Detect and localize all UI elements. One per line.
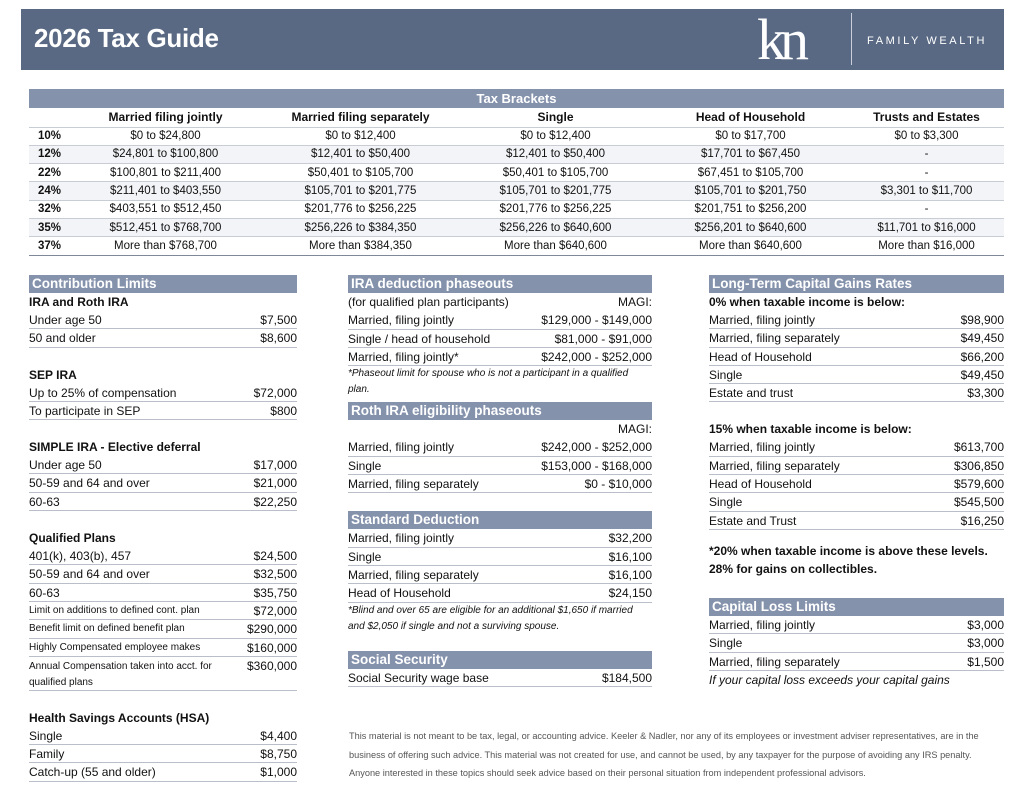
row-value: $4,400 (260, 728, 297, 743)
value-row (29, 474, 297, 492)
value-row (29, 456, 297, 474)
bracket-row (29, 218, 1004, 236)
row-label: Under age 50 (29, 458, 102, 473)
row-label: 60-63 (29, 585, 60, 600)
row-label: Up to 25% of compensation (29, 385, 177, 400)
row-label: Single (709, 636, 743, 651)
row-value: $613,700 (953, 440, 1004, 455)
bracket-row (29, 164, 1004, 182)
row-label: Married, filing separately (709, 654, 840, 669)
row-label: Single (348, 549, 382, 564)
row-label: 50-59 and 64 and over (29, 476, 150, 491)
row-label: To participate in SEP (29, 403, 141, 418)
ira-phaseouts-subtitle: (for qualified plan participants) (348, 295, 509, 309)
row-value: $800 (270, 403, 297, 418)
row-value: $3,300 (967, 386, 1004, 401)
bracket-cell: - (849, 200, 1004, 218)
row-value: $153,000 - $168,000 (541, 458, 652, 473)
row-label: Married, filing separately (709, 331, 840, 346)
row-value: $3,000 (967, 617, 1004, 632)
kn-logo: kn (757, 7, 803, 72)
value-row (29, 639, 297, 657)
ltcg-title: Long-Term Capital Gains Rates (709, 275, 1004, 293)
row-value: $16,100 (608, 567, 652, 582)
bracket-cell: $403,551 to $512,450 (69, 200, 262, 218)
column-header: Single (537, 110, 574, 125)
bracket-rate: 32% (29, 200, 69, 218)
row-label: 50 and older (29, 331, 96, 346)
row-label: Single (709, 367, 743, 382)
bracket-cell: More than $640,600 (459, 237, 652, 255)
row-label: Estate and trust (709, 386, 794, 401)
value-row (709, 348, 1004, 366)
value-row (709, 475, 1004, 493)
bracket-row (29, 127, 1004, 145)
row-label: 401(k), 403(b), 457 (29, 549, 132, 564)
roth-phaseouts-title: Roth IRA eligibility phaseouts (348, 402, 652, 420)
value-row (709, 384, 1004, 402)
row-value: $49,450 (960, 367, 1004, 382)
row-value: $49,450 (960, 331, 1004, 346)
row-value: $24,150 (608, 586, 652, 601)
value-row (348, 475, 652, 493)
row-value: $98,900 (960, 313, 1004, 327)
value-row (709, 329, 1004, 347)
bracket-rate: 24% (29, 182, 69, 200)
value-row (29, 402, 297, 420)
value-row (348, 548, 652, 566)
bracket-cell: $256,226 to $384,350 (262, 218, 459, 236)
disclaimer: This material is not meant to be tax, legal, or accounting advice. Keeler & Nadler, nor any of its employees or investment adviser representatives, are in the business of offering such advice. This material was not created for use, and cannot be used, by any taxpayer for the purpose of avoiding any IRS penalty. Anyone interested in these topics should seek advice based on their personal situation from independent professional advisors. (349, 731, 979, 778)
value-row (29, 329, 297, 347)
row-value: $129,000 - $149,000 (541, 313, 652, 328)
row-value: $8,600 (260, 331, 297, 346)
row-value: $16,100 (608, 549, 652, 564)
bracket-cell: - (849, 164, 1004, 182)
row-label: Family (29, 747, 65, 762)
value-row (29, 763, 297, 781)
row-label: Annual Compensation taken into acct. for qualified plans (29, 660, 212, 688)
bracket-row (29, 145, 1004, 163)
row-value: $22,250 (253, 494, 297, 509)
contribution-limits-title: Contribution Limits (29, 275, 297, 293)
value-row (348, 311, 652, 329)
value-row (709, 366, 1004, 384)
subsection-title: 15% when taxable income is below: (709, 422, 912, 437)
row-value: $1,000 (260, 765, 297, 780)
bracket-cell: $211,401 to $403,550 (69, 182, 262, 200)
row-label: Married, filing separately (709, 458, 840, 473)
subsection-title: Qualified Plans (29, 531, 116, 546)
bracket-rate: 35% (29, 218, 69, 236)
bracket-cell: $12,401 to $50,400 (262, 145, 459, 163)
logo-tagline: FAMILY WEALTH (867, 35, 987, 47)
row-value: $16,250 (960, 513, 1004, 528)
value-row (709, 616, 1004, 634)
row-label: Social Security wage base (348, 670, 489, 685)
value-row (709, 457, 1004, 475)
bracket-cell: $0 to $17,700 (652, 127, 849, 145)
bracket-cell: More than $16,000 (849, 237, 1004, 255)
social-security-title: Social Security (348, 651, 652, 669)
row-label: Married, filing separately (348, 477, 479, 492)
bracket-cell: $512,451 to $768,700 (69, 218, 262, 236)
column-header: Trusts and Estates (873, 110, 980, 125)
bracket-cell: $17,701 to $67,450 (652, 145, 849, 163)
value-row (29, 493, 297, 511)
row-value: $81,000 - $91,000 (554, 331, 652, 346)
bracket-cell: More than $768,700 (69, 237, 262, 255)
subsection-title: SIMPLE IRA - Elective deferral (29, 440, 201, 455)
magi-label: MAGI: (617, 422, 652, 437)
row-label: Under age 50 (29, 313, 102, 327)
value-row (709, 311, 1004, 329)
bracket-cell: $0 to $12,400 (459, 127, 652, 145)
value-row (709, 438, 1004, 456)
row-label: Estate and Trust (709, 513, 797, 528)
value-row (709, 493, 1004, 511)
value-row (29, 745, 297, 763)
row-value: $17,000 (253, 458, 297, 473)
row-label: Married, filing jointly* (348, 349, 459, 364)
row-label: Married, filing jointly (709, 617, 816, 632)
bracket-cell: $105,701 to $201,750 (652, 182, 849, 200)
value-row (348, 348, 652, 366)
value-row (348, 584, 652, 602)
row-value: $7,500 (260, 313, 297, 327)
row-value: $360,000 (246, 658, 297, 673)
column-header: Head of Household (695, 110, 806, 125)
value-row (29, 584, 297, 602)
bracket-cell: $24,801 to $100,800 (69, 145, 262, 163)
value-row (29, 620, 297, 638)
value-row (29, 565, 297, 583)
bracket-cell: - (849, 145, 1004, 163)
value-row (348, 438, 652, 456)
bracket-cell: $201,776 to $256,225 (459, 200, 652, 218)
subsection-title: SEP IRA (29, 367, 77, 382)
column-header: Married filing separately (291, 110, 430, 125)
bracket-cell: $201,776 to $256,225 (262, 200, 459, 218)
middle-column (348, 275, 652, 687)
roth-magi-row (348, 420, 652, 438)
right-column (709, 275, 1004, 689)
ira-phaseouts-title: IRA deduction phaseouts (348, 275, 652, 293)
row-value: $545,500 (953, 495, 1004, 510)
row-value: $1,500 (967, 654, 1004, 669)
bracket-cell: $0 to $24,800 (69, 127, 262, 145)
row-value: $24,500 (253, 549, 297, 564)
bracket-cell: $105,701 to $201,775 (262, 182, 459, 200)
bracket-cell: More than $640,600 (652, 237, 849, 255)
row-value: $3,000 (967, 636, 1004, 651)
value-row (29, 727, 297, 745)
bracket-cell: $50,401 to $105,700 (459, 164, 652, 182)
annual-compensation-row (29, 657, 297, 691)
bracket-rate: 10% (29, 127, 69, 145)
column-header: Married filing jointly (108, 110, 223, 125)
bracket-rate: 12% (29, 145, 69, 163)
value-row (348, 529, 652, 547)
row-label: Head of Household (709, 349, 812, 364)
row-value: $0 - $10,000 (584, 477, 652, 492)
bracket-cell: $67,451 to $105,700 (652, 164, 849, 182)
subsection-title: IRA and Roth IRA (29, 295, 129, 309)
value-row (348, 330, 652, 348)
row-value: $579,600 (953, 477, 1004, 492)
bracket-row (29, 237, 1004, 255)
row-label: Married, filing jointly (348, 440, 455, 455)
value-row (348, 457, 652, 475)
subsection-title: Health Savings Accounts (HSA) (29, 710, 210, 725)
bracket-cell: $50,401 to $105,700 (262, 164, 459, 182)
bracket-cell: $201,751 to $256,200 (652, 200, 849, 218)
row-value: $290,000 (246, 622, 297, 637)
subsection-title: 0% when taxable income is below: (709, 295, 906, 309)
row-value: $242,000 - $252,000 (541, 349, 652, 364)
page-title: 2026 Tax Guide (34, 23, 219, 53)
row-label: Single / head of household (348, 331, 491, 346)
row-value: $35,750 (253, 585, 297, 600)
bracket-cell: $0 to $3,300 (849, 127, 1004, 145)
value-row (348, 566, 652, 584)
bracket-rate: 37% (29, 237, 69, 255)
bracket-row (29, 200, 1004, 218)
magi-label: MAGI: (617, 295, 652, 309)
row-label: Married, filing jointly (709, 440, 816, 455)
capital-loss-note: If your capital loss exceeds your capital gains (709, 672, 950, 687)
row-value: $184,500 (601, 670, 652, 685)
bracket-rate: 22% (29, 164, 69, 182)
row-label: Married, filing jointly (348, 313, 455, 328)
standard-deduction-title: Standard Deduction (348, 511, 652, 529)
row-value: $66,200 (960, 349, 1004, 364)
row-label: Catch-up (55 and older) (29, 765, 156, 780)
row-label: Benefit limit on defined benefit plan (29, 623, 185, 635)
row-label: Highly Compensated employee makes (29, 641, 201, 653)
ltcg-note: *20% when taxable income is above these levels. 28% for gains on collectibles. (709, 543, 988, 576)
row-value: $72,000 (253, 385, 297, 400)
value-row (29, 602, 297, 620)
row-value: $72,000 (253, 603, 297, 618)
brackets-header-row (29, 108, 1004, 127)
row-label: Head of Household (348, 586, 451, 601)
value-row (709, 653, 1004, 671)
social-security-row (348, 669, 652, 687)
row-value: $306,850 (953, 458, 1004, 473)
bracket-cell: More than $384,350 (262, 237, 459, 255)
logo-divider (851, 13, 852, 65)
row-label: Married, filing jointly (348, 531, 455, 546)
capital-loss-title: Capital Loss Limits (709, 598, 1004, 616)
row-label: 50-59 and 64 and over (29, 567, 150, 582)
row-label: Single (348, 458, 382, 473)
brackets-grid (29, 108, 1004, 256)
bracket-cell: $0 to $12,400 (262, 127, 459, 145)
value-row (29, 384, 297, 402)
row-value: $32,500 (253, 567, 297, 582)
contribution-limits-section (29, 275, 297, 782)
row-value: $160,000 (246, 640, 297, 655)
value-row (29, 547, 297, 565)
bracket-cell: $256,201 to $640,600 (652, 218, 849, 236)
bracket-cell: $3,301 to $11,700 (849, 182, 1004, 200)
bracket-row (29, 182, 1004, 200)
bracket-cell: $100,801 to $211,400 (69, 164, 262, 182)
row-value: $32,200 (608, 531, 652, 546)
row-value: $21,000 (253, 476, 297, 491)
row-label: Limit on additions to defined cont. plan (29, 604, 200, 616)
row-value: $8,750 (260, 747, 297, 762)
bracket-cell: $256,226 to $640,600 (459, 218, 652, 236)
value-row (29, 311, 297, 329)
row-label: Single (709, 495, 743, 510)
ira-phaseouts-subtitle-row (348, 293, 652, 311)
rate-column-header (29, 108, 69, 127)
header-banner (21, 9, 1004, 70)
row-label: 60-63 (29, 494, 60, 509)
row-value: $242,000 - $252,000 (541, 440, 652, 455)
value-row (709, 512, 1004, 530)
ira-phaseouts-note: *Phaseout limit for spouse who is not a participant in a qualified plan. (348, 368, 629, 396)
bracket-cell: $105,701 to $201,775 (459, 182, 652, 200)
bracket-cell: $11,701 to $16,000 (849, 218, 1004, 236)
tax-brackets-table (29, 89, 1004, 256)
bracket-cell: $12,401 to $50,400 (459, 145, 652, 163)
row-label: Single (29, 728, 63, 743)
row-label: Married, filing jointly (709, 313, 816, 327)
row-label: Married, filing separately (348, 567, 479, 582)
standard-deduction-note: *Blind and over 65 are eligible for an additional $1,650 if married and $2,050 if single and not a surviving spouse. (348, 604, 633, 632)
tax-brackets-title: Tax Brackets (29, 89, 1004, 108)
row-label: Head of Household (709, 477, 812, 492)
value-row (709, 634, 1004, 652)
